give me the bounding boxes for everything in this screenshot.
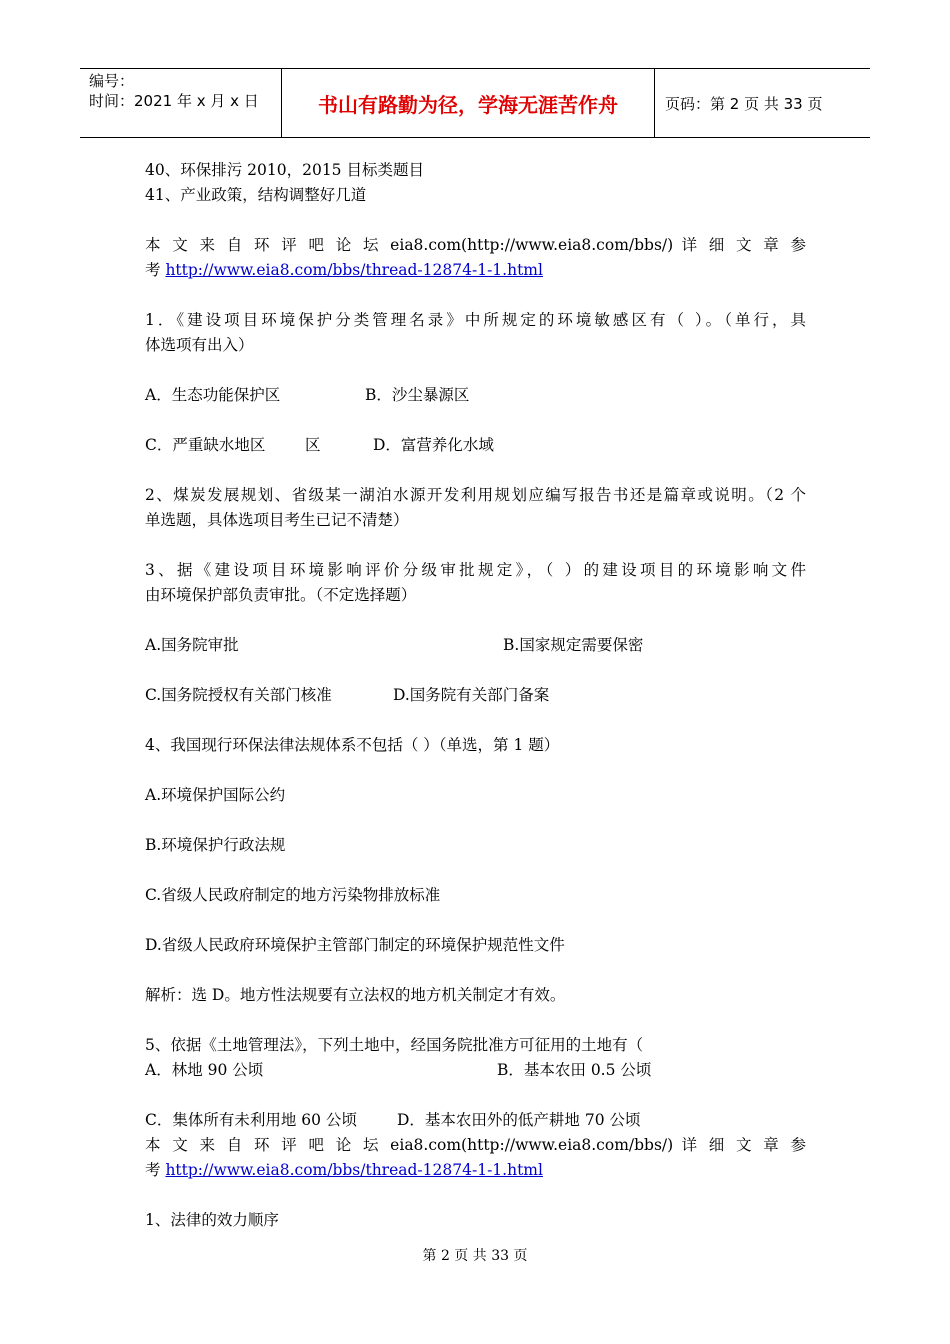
question-5-options-cd (145, 1108, 806, 1133)
question-1-options-cd (145, 433, 806, 458)
option-a: A.国务院审批 (145, 636, 239, 654)
option-b: B．基本农田 0.5 公顷 (497, 1061, 652, 1079)
question-1: 1．《建设项目环境保护分类管理名录》中所规定的环境敏感区有（ ）。（单行，具 (145, 311, 806, 329)
question-5: 5、依据《土地管理法》，下列土地中，经国务院批准方可征用的土地有（ (145, 1036, 644, 1054)
answer-explanation: 解析：选 D。地方性法规要有立法权的地方机关制定才有效。 (145, 986, 566, 1004)
option-b: B.国家规定需要保密 (503, 636, 644, 654)
page-header (80, 68, 870, 138)
item-41: 41、产业政策，结构调整好几道 (145, 186, 367, 204)
option-c: C．严重缺水地区 (145, 436, 266, 454)
option-c: C.国务院授权有关部门核准 (145, 686, 332, 704)
code-label: 编号： (89, 72, 135, 90)
option-c: C.省级人民政府制定的地方污染物排放标准 (145, 886, 441, 904)
source-note-1-cont: 考 http://www.eia8.com/bbs/thread-12874-1-1.html (145, 261, 543, 279)
option-c-extra: 区 (305, 436, 321, 454)
option-a: A．林地 90 公顷 (145, 1061, 264, 1079)
option-d: D．富营养化水域 (373, 436, 494, 454)
time-label: 时间：2021 年 x 月 x 日 (89, 92, 259, 110)
header-meta (80, 69, 282, 137)
question-3-cont: 由环境保护部负责审批。（不定选择题） (145, 586, 417, 604)
option-b: B．沙尘暴源区 (365, 386, 470, 404)
source-note-2-cont: 考 http://www.eia8.com/bbs/thread-12874-1-1.html (145, 1161, 543, 1179)
question-3-options-cd (145, 683, 806, 708)
option-d: D.省级人民政府环境保护主管部门制定的环境保护规范性文件 (145, 936, 565, 954)
document-body (145, 158, 806, 1233)
question-5-options-ab (145, 1058, 806, 1083)
source-note-1: 本 文 来 自 环 评 吧 论 坛 eia8.com(http://www.eia8.com/bbs/) 详 细 文 章 参 (145, 236, 806, 254)
option-d: D．基本农田外的低产耕地 70 公顷 (397, 1111, 641, 1129)
source-link-2[interactable]: http://www.eia8.com/bbs/thread-12874-1-1.html (165, 1161, 543, 1179)
option-b: B.环境保护行政法规 (145, 836, 286, 854)
option-c: C．集体所有未利用地 60 公顷 (145, 1111, 357, 1129)
question-2-cont: 单选题，具体选项目考生已记不清楚） (145, 511, 409, 529)
option-a: A．生态功能保护区 (145, 386, 281, 404)
item-40: 40、环保排污 2010，2015 目标类题目 (145, 161, 424, 179)
option-d: D.国务院有关部门备案 (393, 686, 550, 704)
question-4: 4、我国现行环保法律法规体系不包括（ ）（单选，第 1 题） (145, 736, 560, 754)
question-2: 2、煤炭发展规划、省级某一湖泊水源开发利用规划应编写报告书还是篇章或说明。（2 个 (145, 486, 806, 504)
law-heading: 1、法律的效力顺序 (145, 1211, 279, 1229)
source-note-2: 本 文 来 自 环 评 吧 论 坛 eia8.com(http://www.eia8.com/bbs/) 详 细 文 章 参 (145, 1136, 806, 1154)
page-footer: 第 2 页 共 33 页 (422, 1248, 528, 1264)
question-1-options-ab (145, 383, 806, 408)
source-link-1[interactable]: http://www.eia8.com/bbs/thread-12874-1-1.html (165, 261, 543, 279)
option-a: A.环境保护国际公约 (145, 786, 286, 804)
question-3: 3、据《建设项目环境影响评价分级审批规定》，（ ）的建设项目的环境影响文件 (145, 561, 806, 579)
header-motto: 书山有路勤为径，学海无涯苦作舟 (282, 69, 655, 137)
header-page-number: 页码：第 2 页 共 33 页 (665, 94, 823, 113)
question-1-cont: 体选项有出入） (145, 336, 254, 354)
question-3-options-ab (145, 633, 806, 658)
